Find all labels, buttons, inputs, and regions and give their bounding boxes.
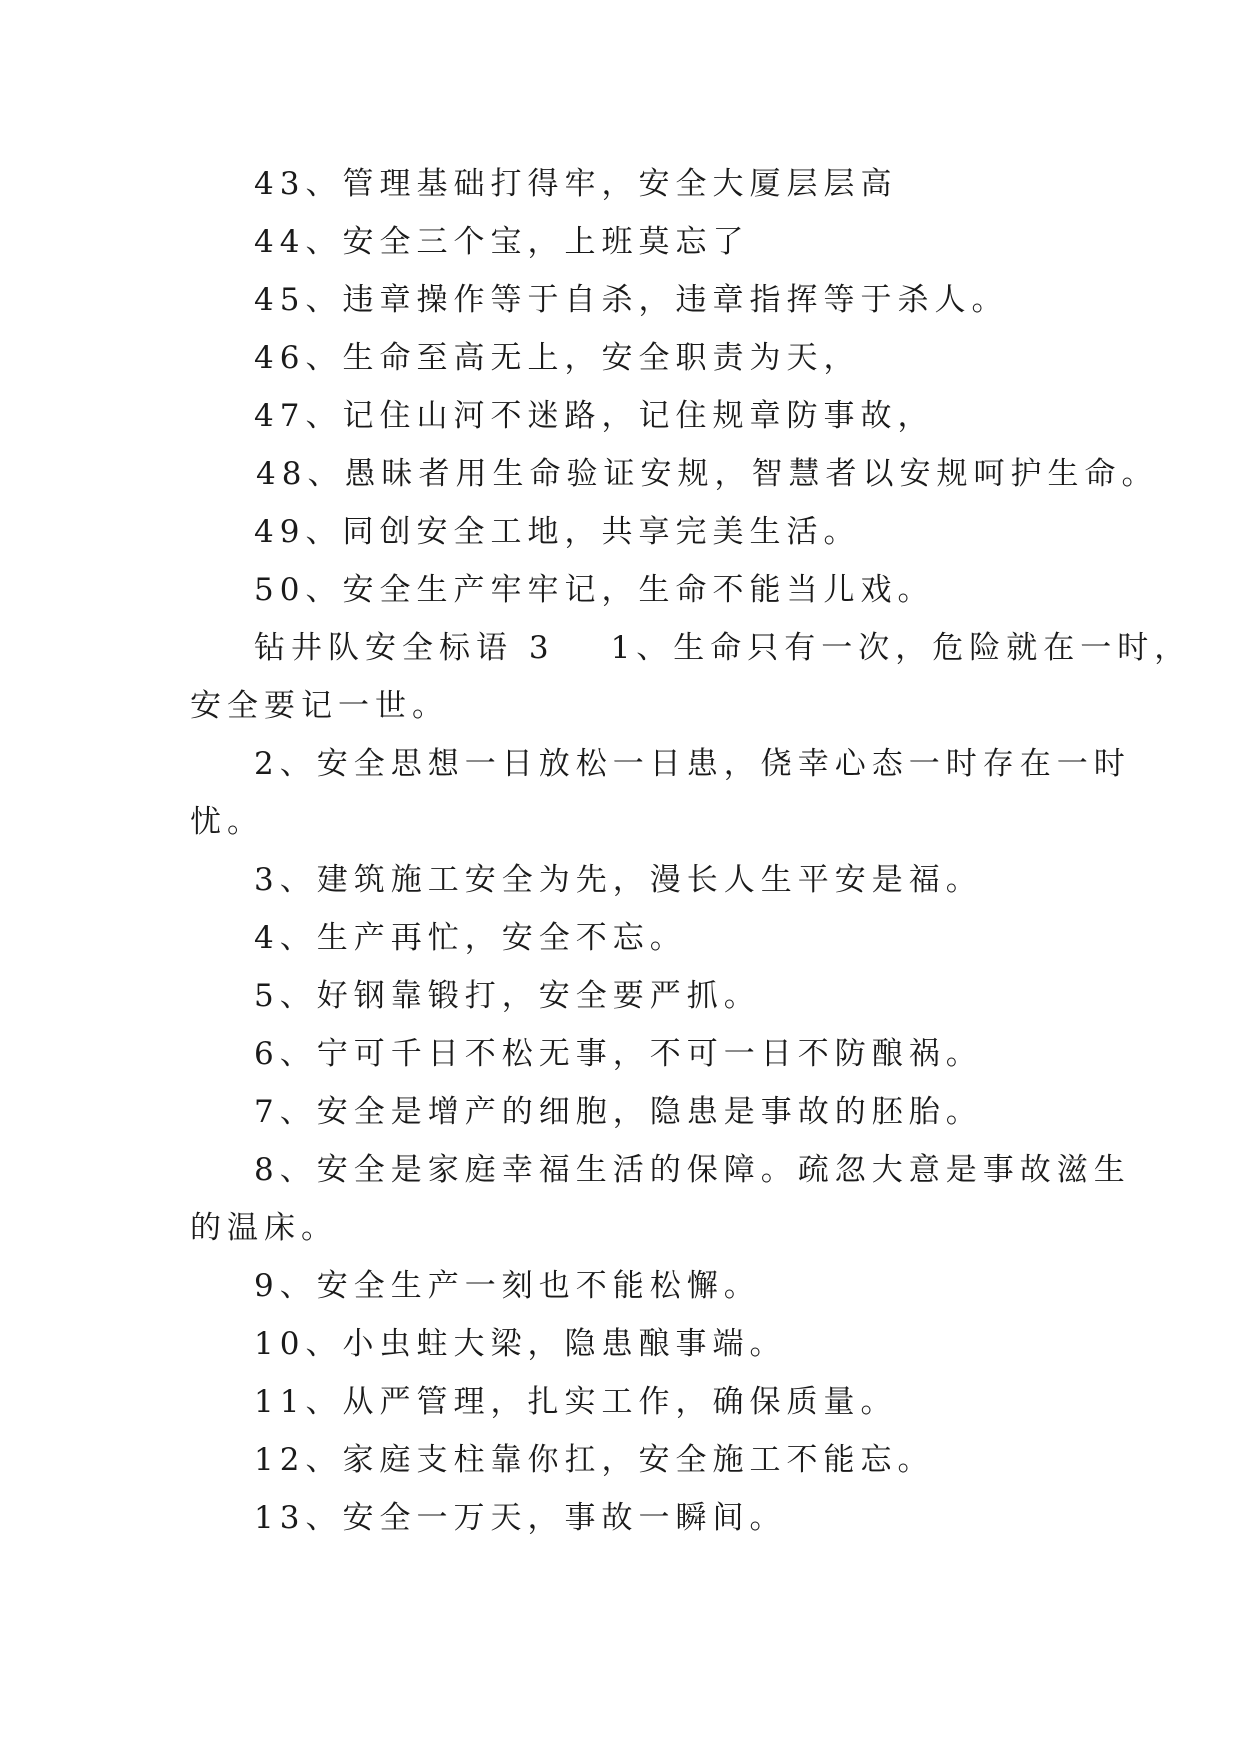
slogan-4: 4、生产再忙，安全不忘。 xyxy=(254,920,687,956)
slogan-12: 12、家庭支柱靠你扛，安全施工不能忘。 xyxy=(254,1442,935,1478)
slogan-5: 5、好钢靠锻打，安全要严抓。 xyxy=(254,978,761,1014)
slogan-9: 9、安全生产一刻也不能松懈。 xyxy=(254,1268,761,1304)
slogan-2-continued: 忧。 xyxy=(190,804,264,840)
slogan-8-continued: 的温床。 xyxy=(190,1210,338,1246)
slogan-43: 43、管理基础打得牢，安全大厦层层高 xyxy=(254,166,898,202)
slogan-47: 47、记住山河不迷路，记住规章防事故， xyxy=(254,398,935,434)
slogan-7: 7、安全是增产的细胞，隐患是事故的胚胎。 xyxy=(254,1094,983,1130)
section-heading-line xyxy=(254,628,1191,668)
slogan-2: 2、安全思想一日放松一日患，侥幸心态一时存在一时 xyxy=(254,746,1131,782)
slogan-13: 13、安全一万天，事故一瞬间。 xyxy=(254,1500,787,1536)
slogan-6: 6、宁可千日不松无事，不可一日不防酿祸。 xyxy=(254,1036,983,1072)
slogan-46: 46、生命至高无上，安全职责为天， xyxy=(254,340,861,376)
slogan-10: 10、小虫蛀大梁，隐患酿事端。 xyxy=(254,1326,787,1362)
slogan-48: 48、愚昧者用生命验证安规，智慧者以安规呵护生命。 xyxy=(256,456,1159,492)
slogan-44: 44、安全三个宝，上班莫忘了 xyxy=(254,224,750,260)
slogan-3: 3、建筑施工安全为先，漫长人生平安是福。 xyxy=(254,862,983,898)
slogan-1: 1、生命只有一次，危险就在一时， xyxy=(610,630,1192,666)
slogan-45: 45、违章操作等于自杀，违章指挥等于杀人。 xyxy=(254,282,1009,318)
slogan-1-continued: 安全要记一世。 xyxy=(190,688,449,724)
section-heading: 钻井队安全标语 3 xyxy=(254,630,555,666)
slogan-8: 8、安全是家庭幸福生活的保障。疏忽大意是事故滋生 xyxy=(254,1152,1131,1188)
slogan-49: 49、同创安全工地，共享完美生活。 xyxy=(254,514,861,550)
slogan-50: 50、安全生产牢牢记，生命不能当儿戏。 xyxy=(254,572,935,608)
slogan-11: 11、从严管理，扎实工作，确保质量。 xyxy=(254,1384,898,1420)
